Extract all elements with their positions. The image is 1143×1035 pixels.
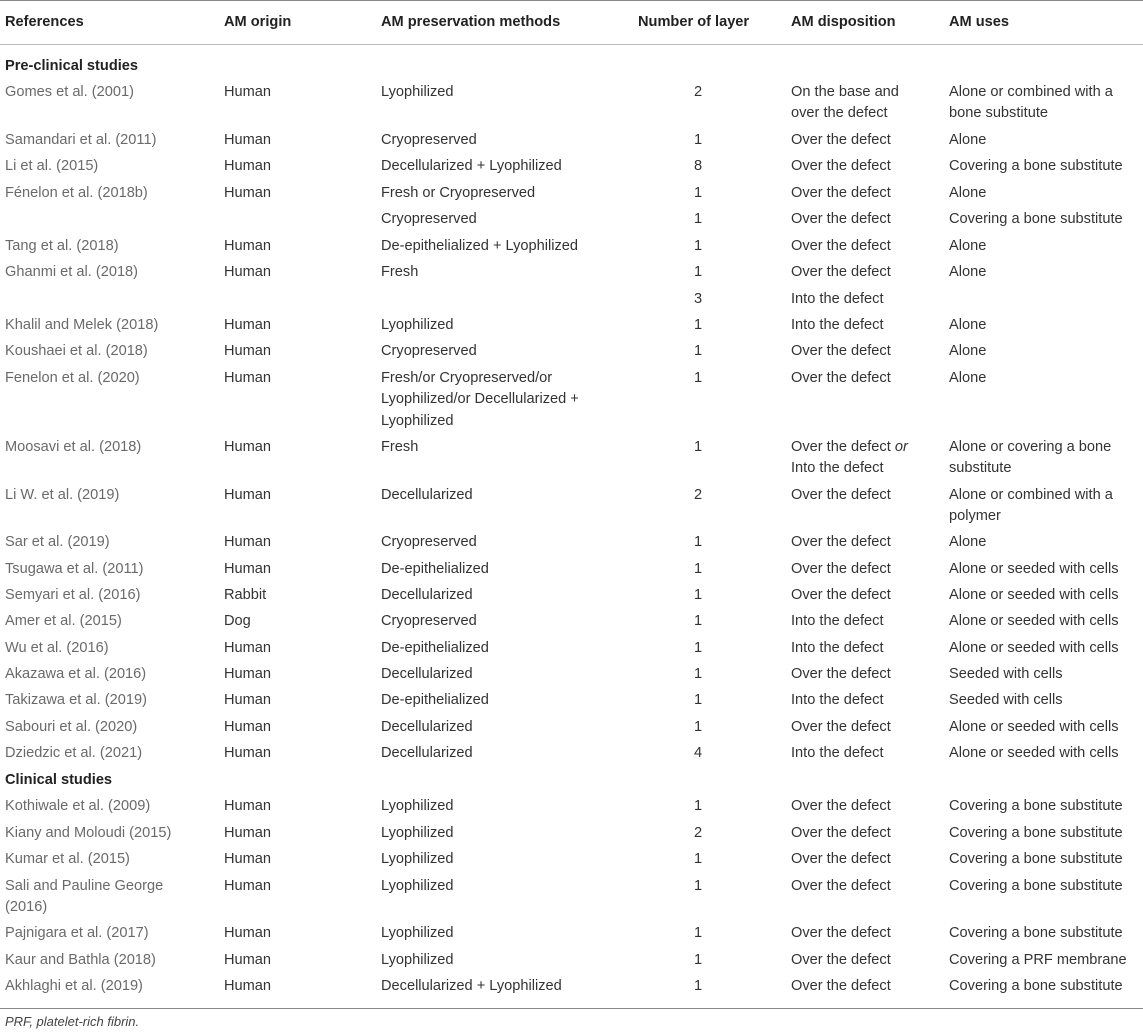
cell-am-origin: Rabbit [224,587,267,603]
cell-reference: Tsugawa et al. (2011) [5,561,144,577]
cell-am-disposition: Over the defect [791,561,891,577]
cell-am-uses: Alone [949,370,987,386]
cell-am-disposition: Over the defect or [791,439,908,455]
cell-am-uses: Alone or seeded with cells [949,613,1119,629]
header-am-origin: AM origin [224,14,292,30]
cell-am-origin: Human [224,878,272,894]
cell-am-disposition: Into the defect [791,613,884,629]
cell-am-uses: Covering a bone substitute [949,825,1123,841]
cell-number-of-layer: 1 [693,185,703,201]
cell-am-origin: Human [224,487,272,503]
cell-am-disposition: Over the defect [791,534,891,550]
cell-number-of-layer: 2 [693,825,703,841]
cell-reference: Dziedzic et al. (2021) [5,745,143,761]
cell-number-of-layer: 1 [693,640,703,656]
cell-am-origin: Human [224,798,272,814]
cell-am-uses: Covering a bone substitute [949,925,1123,941]
cell-number-of-layer: 1 [693,561,703,577]
cell-reference: Fenelon et al. (2020) [5,370,140,386]
cell-am-disposition: Over the defect [791,825,891,841]
cell-am-preservation: Cryopreserved [381,343,477,359]
cell-am-origin: Human [224,925,272,941]
cell-am-disposition: Over the defect [791,370,891,386]
cell-reference: Pajnigara et al. (2017) [5,925,149,941]
header-rule [0,44,1143,45]
cell-am-preservation: Decellularized [381,666,473,682]
cell-am-uses: Alone [949,343,987,359]
cell-reference: Tang et al. (2018) [5,238,119,254]
cell-am-disposition: Into the defect [791,291,884,307]
header-am-disposition: AM disposition [791,14,896,30]
cell-am-uses: Seeded with cells [949,666,1063,682]
header-am-uses: AM uses [949,14,1010,30]
cell-am-disposition: over the defect [791,105,888,122]
cell-reference: Samandari et al. (2011) [5,132,157,148]
cell-am-uses: Alone or combined with a [949,487,1113,503]
cell-reference: Li W. et al. (2019) [5,487,120,503]
cell-am-origin: Human [224,534,272,550]
cell-am-preservation: Fresh [381,264,419,280]
cell-am-uses: Covering a bone substitute [949,211,1123,227]
cell-am-preservation: Decellularized + Lyophilized [381,978,562,994]
cell-number-of-layer: 1 [693,878,703,894]
cell-am-preservation: Cryopreserved [381,211,477,227]
cell-am-disposition: Over the defect [791,952,891,968]
cell-am-uses: bone substitute [949,105,1048,122]
cell-am-preservation: Lyophilized [381,798,454,814]
cell-am-uses: Alone or covering a bone [949,439,1112,455]
cell-am-uses: Alone or seeded with cells [949,719,1119,735]
cell-reference: Kiany and Moloudi (2015) [5,825,172,841]
cell-am-uses: Covering a bone substitute [949,978,1123,994]
cell-am-uses: Alone or seeded with cells [949,640,1119,656]
cell-am-disposition: Over the defect [791,798,891,814]
cell-reference: Sar et al. (2019) [5,534,110,550]
cell-am-preservation: De-epithelialized [381,692,489,708]
cell-am-disposition: Over the defect [791,878,891,894]
cell-am-preservation: Decellularized + Lyophilized [381,158,562,174]
cell-am-disposition: Over the defect [791,666,891,682]
cell-reference: Li et al. (2015) [5,158,99,174]
cell-reference: Kothiwale et al. (2009) [5,798,151,814]
cell-number-of-layer: 1 [693,587,703,603]
cell-reference: Gomes et al. (2001) [5,84,134,100]
cell-am-uses: Seeded with cells [949,692,1063,708]
cell-am-uses: Alone [949,185,987,201]
cell-am-origin: Human [224,84,272,100]
cell-am-preservation: De-epithelialized [381,561,489,577]
cell-am-origin: Human [224,561,272,577]
cell-am-disposition: Over the defect [791,343,891,359]
cell-number-of-layer: 1 [693,719,703,735]
cell-am-origin: Human [224,692,272,708]
cell-am-origin: Human [224,238,272,254]
cell-am-origin: Human [224,439,272,455]
section-clinical: Clinical studies [5,772,113,788]
cell-number-of-layer: 2 [693,487,703,503]
table-top-rule [0,0,1143,1]
cell-am-uses: Alone [949,534,987,550]
cell-number-of-layer: 1 [693,264,703,280]
cell-am-origin: Human [224,851,272,867]
cell-am-origin: Human [224,185,272,201]
cell-am-preservation: Cryopreserved [381,534,477,550]
cell-am-disposition: Into the defect [791,692,884,708]
header-am-preservation: AM preservation methods [381,14,561,30]
cell-am-disposition: Into the defect [791,460,884,477]
cell-am-uses: substitute [949,460,1012,477]
cell-am-uses: Alone or seeded with cells [949,745,1119,761]
cell-am-preservation: Lyophilized [381,925,454,941]
cell-am-disposition: Over the defect [791,264,891,280]
section-preclinical: Pre-clinical studies [5,58,139,74]
cell-am-origin: Human [224,317,272,333]
cell-number-of-layer: 1 [693,370,703,386]
header-references: References [5,14,84,30]
cell-number-of-layer: 1 [693,978,703,994]
cell-am-origin: Human [224,825,272,841]
header-number-of-layer: Number of layer [638,14,750,30]
cell-number-of-layer: 1 [693,798,703,814]
cell-am-origin: Human [224,952,272,968]
cell-am-preservation: De-epithelialized + Lyophilized [381,238,579,254]
cell-am-preservation: Lyophilized [381,825,454,841]
cell-am-origin: Human [224,343,272,359]
table-bottom-rule [0,1008,1143,1009]
cell-am-preservation: Fresh or Cryopreserved [381,185,536,201]
cell-number-of-layer: 8 [693,158,703,174]
cell-am-disposition: On the base and [791,84,899,100]
cell-am-uses: Alone [949,132,987,148]
cell-am-origin: Human [224,264,272,280]
cell-am-uses: polymer [949,508,1001,525]
cell-number-of-layer: 1 [693,613,703,629]
cell-am-origin: Human [224,719,272,735]
cell-am-preservation: Fresh/or Cryopreserved/or [381,370,553,386]
cell-am-preservation: De-epithelialized [381,640,489,656]
cell-am-disposition: Over the defect [791,185,891,201]
cell-am-preservation: Lyophilized [381,878,454,894]
cell-reference: Takizawa et al. (2019) [5,692,147,708]
cell-am-origin: Human [224,745,272,761]
cell-reference: Ghanmi et al. (2018) [5,264,139,280]
cell-am-preservation: Lyophilized/or Decellularized + [381,391,579,408]
cell-reference: Wu et al. (2016) [5,640,109,656]
cell-am-uses: Alone [949,317,987,333]
cell-am-disposition: Over the defect [791,132,891,148]
cell-am-uses: Alone [949,264,987,280]
cell-number-of-layer: 2 [693,84,703,100]
cell-number-of-layer: 1 [693,211,703,227]
cell-reference: Kaur and Bathla (2018) [5,952,156,968]
cell-reference: Moosavi et al. (2018) [5,439,142,455]
cell-number-of-layer: 1 [693,439,703,455]
cell-am-uses: Covering a bone substitute [949,798,1123,814]
cell-reference: (2016) [5,899,48,916]
cell-number-of-layer: 1 [693,952,703,968]
cell-am-origin: Human [224,666,272,682]
cell-am-disposition: Over the defect [791,719,891,735]
cell-am-disposition: Over the defect [791,238,891,254]
cell-am-uses: Alone [949,238,987,254]
cell-number-of-layer: 1 [693,132,703,148]
cell-am-uses: Alone or seeded with cells [949,587,1119,603]
cell-am-preservation: Decellularized [381,745,473,761]
cell-number-of-layer: 3 [693,291,703,307]
cell-am-preservation: Lyophilized [381,851,454,867]
cell-am-preservation: Fresh [381,439,419,455]
cell-number-of-layer: 1 [693,238,703,254]
cell-reference: Akhlaghi et al. (2019) [5,978,143,994]
cell-am-origin: Human [224,132,272,148]
cell-am-preservation: Lyophilized [381,317,454,333]
cell-number-of-layer: 1 [693,534,703,550]
cell-am-disposition: Over the defect [791,487,891,503]
table-footnote: PRF, platelet-rich fibrin. [5,1014,140,1029]
cell-am-origin: Human [224,640,272,656]
cell-am-disposition: Over the defect [791,925,891,941]
cell-reference: Sabouri et al. (2020) [5,719,138,735]
cell-number-of-layer: 1 [693,666,703,682]
cell-am-disposition: Over the defect [791,978,891,994]
cell-am-uses: Covering a PRF membrane [949,952,1127,968]
cell-reference: Khalil and Melek (2018) [5,317,159,333]
cell-am-preservation: Lyophilized [381,84,454,100]
cell-am-preservation: Cryopreserved [381,613,477,629]
cell-am-preservation: Cryopreserved [381,132,477,148]
cell-reference: Kumar et al. (2015) [5,851,130,867]
cell-am-origin: Human [224,370,272,386]
cell-number-of-layer: 4 [693,745,703,761]
cell-am-disposition: Into the defect [791,745,884,761]
cell-reference: Amer et al. (2015) [5,613,122,629]
cell-am-preservation: Lyophilized [381,952,454,968]
cell-am-preservation: Decellularized [381,587,473,603]
cell-number-of-layer: 1 [693,851,703,867]
cell-am-uses: Alone or seeded with cells [949,561,1119,577]
cell-am-uses: Alone or combined with a [949,84,1113,100]
cell-am-origin: Dog [224,613,251,629]
cell-reference: Fénelon et al. (2018b) [5,185,148,201]
cell-number-of-layer: 1 [693,343,703,359]
cell-number-of-layer: 1 [693,925,703,941]
cell-reference: Akazawa et al. (2016) [5,666,147,682]
cell-am-disposition: Into the defect [791,317,884,333]
cell-am-disposition: Over the defect [791,158,891,174]
cell-reference: Sali and Pauline George [5,878,164,894]
cell-number-of-layer: 1 [693,317,703,333]
cell-am-preservation: Decellularized [381,487,473,503]
cell-reference: Koushaei et al. (2018) [5,343,148,359]
cell-number-of-layer: 1 [693,692,703,708]
cell-am-uses: Covering a bone substitute [949,158,1123,174]
cell-am-disposition: Into the defect [791,640,884,656]
cell-am-preservation: Lyophilized [381,412,454,429]
cell-am-uses: Covering a bone substitute [949,878,1123,894]
cell-am-origin: Human [224,978,272,994]
cell-reference: Semyari et al. (2016) [5,587,141,603]
cell-am-origin: Human [224,158,272,174]
cell-am-disposition: Over the defect [791,211,891,227]
cell-am-disposition: Over the defect [791,587,891,603]
cell-am-uses: Covering a bone substitute [949,851,1123,867]
cell-am-disposition: Over the defect [791,851,891,867]
cell-am-preservation: Decellularized [381,719,473,735]
